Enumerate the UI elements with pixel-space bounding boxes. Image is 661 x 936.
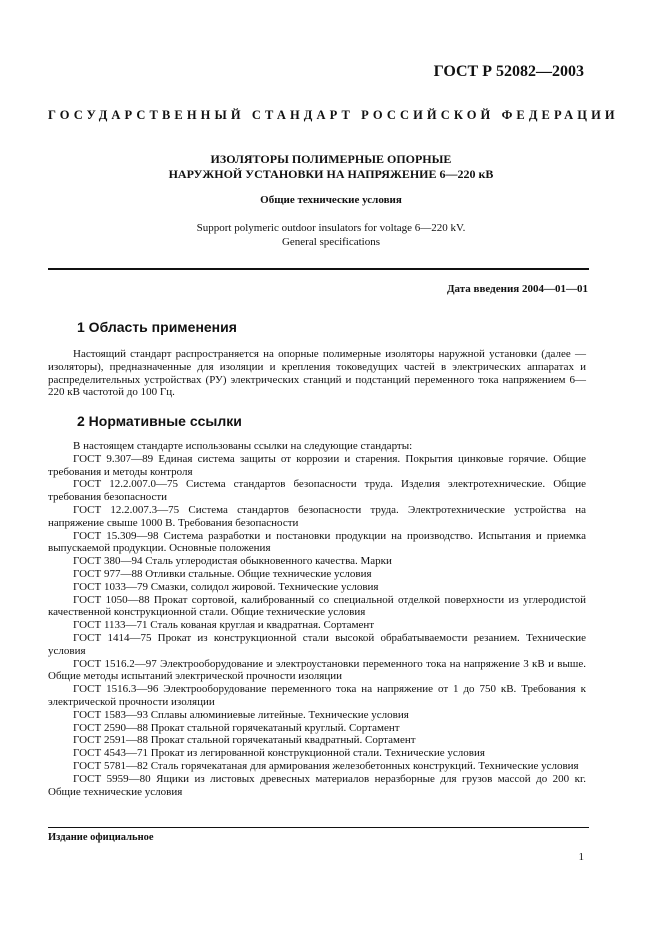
english-title bbox=[48, 221, 614, 249]
reference-item: ГОСТ 5781—82 Сталь горячекатаная для армирования железобетонных конструкций. Технические условия bbox=[73, 759, 579, 772]
reference-item: ГОСТ 5959—80 Ящики из листовых древесных материалов неразборные для грузов массой до 200 кг. Общие технические условия bbox=[48, 772, 586, 798]
document-title bbox=[48, 152, 614, 182]
references-intro: В настоящем стандарте использованы ссылки на следующие стандарты: bbox=[73, 440, 413, 452]
reference-item: ГОСТ 1516.2—97 Электрооборудование и электроустановки переменного тока на напряжение 3 кВ и выше. Общие методы испытаний электрической прочности изоляции bbox=[48, 657, 586, 683]
reference-item: ГОСТ 1516.3—96 Электрооборудование переменного тока на напряжение от 1 до 750 кВ. Требования к электрической прочности изоляции bbox=[48, 683, 586, 708]
reference-item: ГОСТ 1133—71 Сталь кованая круглая и квадратная. Сортамент bbox=[73, 619, 375, 632]
reference-item: ГОСТ 977—88 Отливки стальные. Общие технические условия bbox=[73, 567, 372, 580]
title-line-1: ИЗОЛЯТОРЫ ПОЛИМЕРНЫЕ ОПОРНЫЕ bbox=[210, 152, 452, 166]
section-2-heading: 2 Нормативные ссылки bbox=[77, 413, 242, 429]
reference-item: ГОСТ 1050—88 Прокат сортовой, калиброванный со специальной отделкой поверхности из углеродистой качественной конструкционной стали. Общие технические условия bbox=[48, 593, 586, 619]
official-edition-label: Издание официальное bbox=[48, 832, 154, 843]
reference-item: ГОСТ 2591—88 Прокат стальной горячекатаный квадратный. Сортамент bbox=[73, 734, 416, 747]
reference-item: ГОСТ 2590—88 Прокат стальной горячекатаный круглый. Сортамент bbox=[73, 721, 400, 734]
section-1-text bbox=[48, 348, 586, 399]
document-number: ГОСТ Р 52082—2003 bbox=[433, 63, 584, 80]
title-divider bbox=[48, 268, 589, 270]
scope-paragraph: Настоящий стандарт распространяется на опорные полимерные изоляторы наружной установки (далее — изоляторы), предназначенные для изоляции и крепления токоведущих частей в электрических аппаратах и распределительных устройствах (РУ) электрических станций и подстанций переменного тока напряжением 6—220 кВ частотой до 100 Гц. bbox=[48, 348, 586, 399]
english-title-line-2: General specifications bbox=[281, 236, 381, 248]
footer-divider bbox=[48, 827, 589, 828]
state-standard-banner: ГОСУДАРСТВЕННЫЙ СТАНДАРТ РОССИЙСКОЙ ФЕДЕРАЦИИ bbox=[48, 108, 619, 122]
reference-item: ГОСТ 12.2.007.3—75 Система стандартов безопасности труда. Электротехнические устройства на напряжение свыше 1000 В. Требования безопасности bbox=[48, 503, 586, 529]
page-number: 1 bbox=[578, 851, 584, 863]
reference-item: ГОСТ 9.307—89 Единая система защиты от коррозии и старения. Покрытия цинковые горячие. Общие требования и методы контроля bbox=[48, 452, 586, 478]
document-subtitle: Общие технические условия bbox=[260, 194, 402, 206]
normative-references bbox=[48, 440, 586, 798]
reference-item: ГОСТ 1414—75 Прокат из конструкционной стали высокой обрабатываемости резанием. Технические условия bbox=[48, 631, 586, 657]
reference-item: ГОСТ 15.309—98 Система разработки и постановки продукции на производство. Испытания и приемка выпускаемой продукции. Основные положения bbox=[48, 529, 586, 555]
english-title-line-1: Support polymeric outdoor insulators for voltage 6—220 kV. bbox=[196, 222, 466, 234]
introduction-date: Дата введения 2004—01—01 bbox=[446, 283, 588, 295]
reference-item: ГОСТ 4543—71 Прокат из легированной конструкционной стали. Технические условия bbox=[73, 747, 485, 760]
section-1-heading: 1 Область применения bbox=[77, 319, 237, 335]
reference-item: ГОСТ 1033—79 Смазки, солидол жировой. Технические условия bbox=[73, 580, 379, 593]
reference-item: ГОСТ 12.2.007.0—75 Система стандартов безопасности труда. Изделия электротехнические. Общие требования безопасности bbox=[48, 478, 586, 504]
title-line-2: НАРУЖНОЙ УСТАНОВКИ НА НАПРЯЖЕНИЕ 6—220 кВ bbox=[168, 167, 494, 181]
reference-item: ГОСТ 380—94 Сталь углеродистая обыкновенного качества. Марки bbox=[73, 555, 392, 568]
reference-item: ГОСТ 1583—93 Сплавы алюминиевые литейные. Технические условия bbox=[73, 708, 409, 721]
